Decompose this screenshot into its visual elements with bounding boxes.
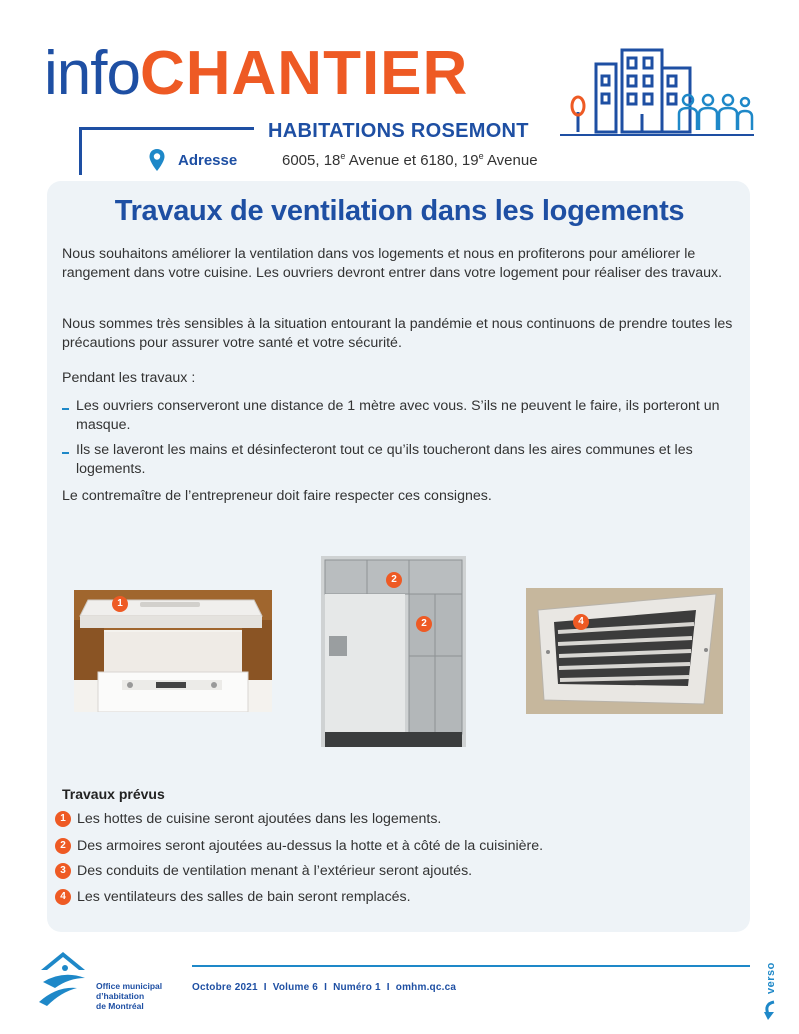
list-item: Les ouvriers conserveront une distance de 1 mètre avec vous. S’ils ne peuvent le faire, ils porteront un masque. bbox=[62, 397, 742, 435]
foreman-paragraph: Le contremaître de l’entrepreneur doit faire respecter ces consignes. bbox=[62, 488, 492, 504]
verso-label[interactable]: verso bbox=[765, 962, 777, 994]
cabinets-photo bbox=[321, 556, 466, 747]
address-label-row bbox=[148, 148, 237, 172]
work-list-title: Travaux prévus bbox=[62, 786, 165, 802]
buildings-illustration-icon bbox=[570, 42, 755, 137]
photo-marker-2b: 2 bbox=[416, 616, 432, 632]
intro-paragraph: Nous souhaitons améliorer la ventilation dans vos logements et nous en profiterons pour améliorer le rangement dans votre cuisine. Les ouvriers devront entrer dans votre logement pour réaliser des travaux. bbox=[62, 246, 723, 281]
pandemic-paragraph: Nous sommes très sensibles à la situation entourant la pandémie et nous continuons de prendre toutes les précautions pour assurer votre santé et votre sécurité. bbox=[62, 316, 733, 351]
photo-marker-4: 4 bbox=[573, 614, 589, 630]
publication-info: Octobre 2021 I Volume 6 I Numéro 1 I omhm.qc.ca bbox=[192, 982, 457, 993]
number-badge: 2 bbox=[55, 838, 71, 854]
list-item: 1 Les hottes de cuisine seront ajoutées dans les logements. bbox=[55, 809, 441, 829]
bullet-dash-icon bbox=[62, 452, 69, 454]
organization-name: Office municipal d’habitation de Montréal bbox=[96, 981, 163, 1011]
header-accent-line-vertical bbox=[79, 127, 82, 175]
bullet-dash-icon bbox=[62, 408, 69, 410]
number-badge: 4 bbox=[55, 889, 71, 905]
brand-info-text: info bbox=[44, 39, 140, 108]
during-works-label: Pendant les travaux : bbox=[62, 370, 196, 386]
number-badge: 3 bbox=[55, 863, 71, 879]
address-label: Adresse bbox=[178, 151, 238, 169]
list-item: Ils se laveront les mains et désinfecteront tout ce qu’ils toucheront dans les aires communes et les logements. bbox=[62, 441, 742, 479]
number-badge: 1 bbox=[55, 811, 71, 827]
article-title: Travaux de ventilation dans les logements bbox=[114, 195, 685, 227]
brand-chantier-text: CHANTIER bbox=[139, 39, 469, 108]
list-item: 2 Des armoires seront ajoutées au-dessus la hotte et à côté de la cuisinière. bbox=[55, 836, 543, 856]
issue-volume: Volume 6 bbox=[272, 982, 319, 993]
list-item: 4 Les ventilateurs des salles de bain seront remplacés. bbox=[55, 887, 411, 907]
issue-number: Numéro 1 bbox=[333, 982, 381, 993]
issue-date: Octobre 2021 bbox=[192, 982, 258, 993]
photo-marker-1: 1 bbox=[112, 596, 128, 612]
header-rule bbox=[560, 134, 754, 136]
newsletter-brand bbox=[44, 38, 468, 116]
photo-marker-2a: 2 bbox=[386, 572, 402, 588]
footer-rule bbox=[192, 965, 750, 967]
website-link[interactable]: omhm.qc.ca bbox=[395, 982, 457, 993]
omhm-logo-icon bbox=[33, 948, 93, 1010]
list-item: 3 Des conduits de ventilation menant à l’extérieur seront ajoutés. bbox=[55, 861, 472, 881]
header-accent-line bbox=[79, 127, 254, 130]
project-subtitle: HABITATIONS ROSEMONT bbox=[268, 120, 529, 142]
range-hood-photo bbox=[74, 590, 272, 712]
ventilation-grille-photo bbox=[526, 588, 723, 714]
address-value: 6005, 18e Avenue et 6180, 19e Avenue bbox=[282, 151, 538, 169]
location-pin-icon bbox=[148, 148, 166, 172]
